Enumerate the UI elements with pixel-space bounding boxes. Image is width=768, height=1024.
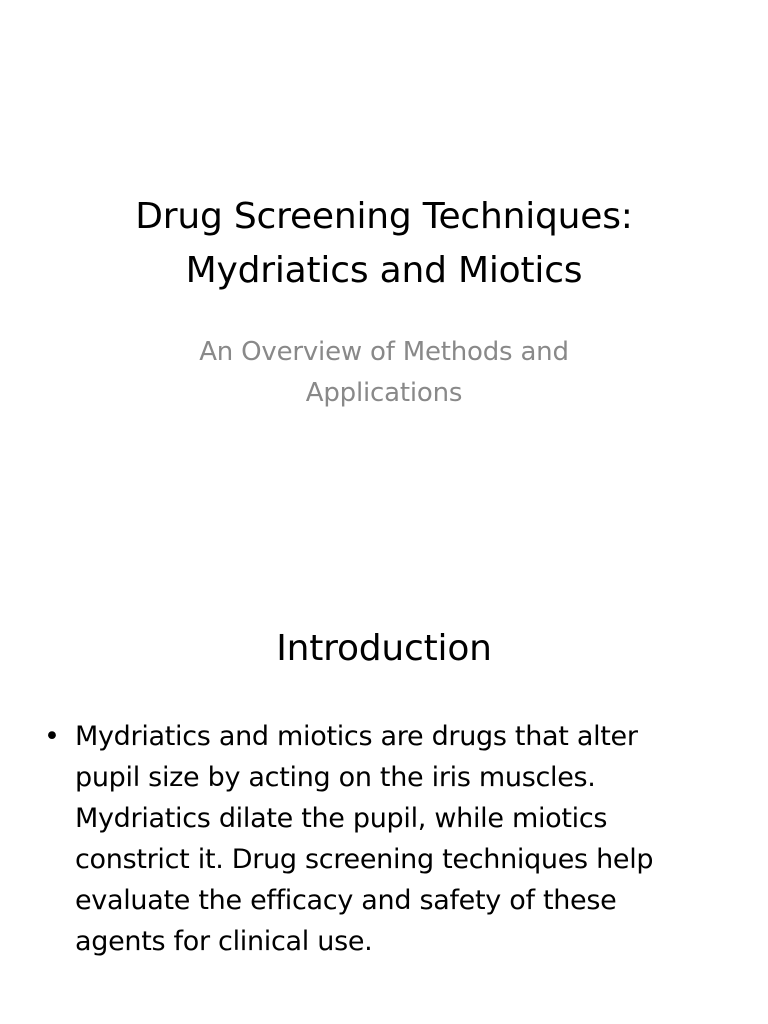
bullet-dot-icon: • (44, 721, 60, 752)
title-line-1: Drug Screening Techniques: (135, 196, 633, 237)
title-line-2: Mydriatics and Miotics (185, 250, 583, 291)
presentation-title (40, 190, 728, 298)
bullet-text: Mydriatics and miotics are drugs that alter pupil size by acting on the iris muscles. Mydriatics dilate the pupil, while miotics constrict it. Drug screening techniques help evaluate the efficacy and safety of these agents for clinical use. (75, 721, 654, 957)
introduction-heading: Introduction (276, 628, 492, 669)
presentation-subtitle (90, 332, 678, 414)
bullet-item (40, 716, 690, 962)
bullet-list (40, 716, 690, 962)
subtitle-line-2: Applications (305, 378, 463, 408)
subtitle-line-1: An Overview of Methods and (199, 337, 569, 367)
introduction-slide (0, 576, 768, 1024)
